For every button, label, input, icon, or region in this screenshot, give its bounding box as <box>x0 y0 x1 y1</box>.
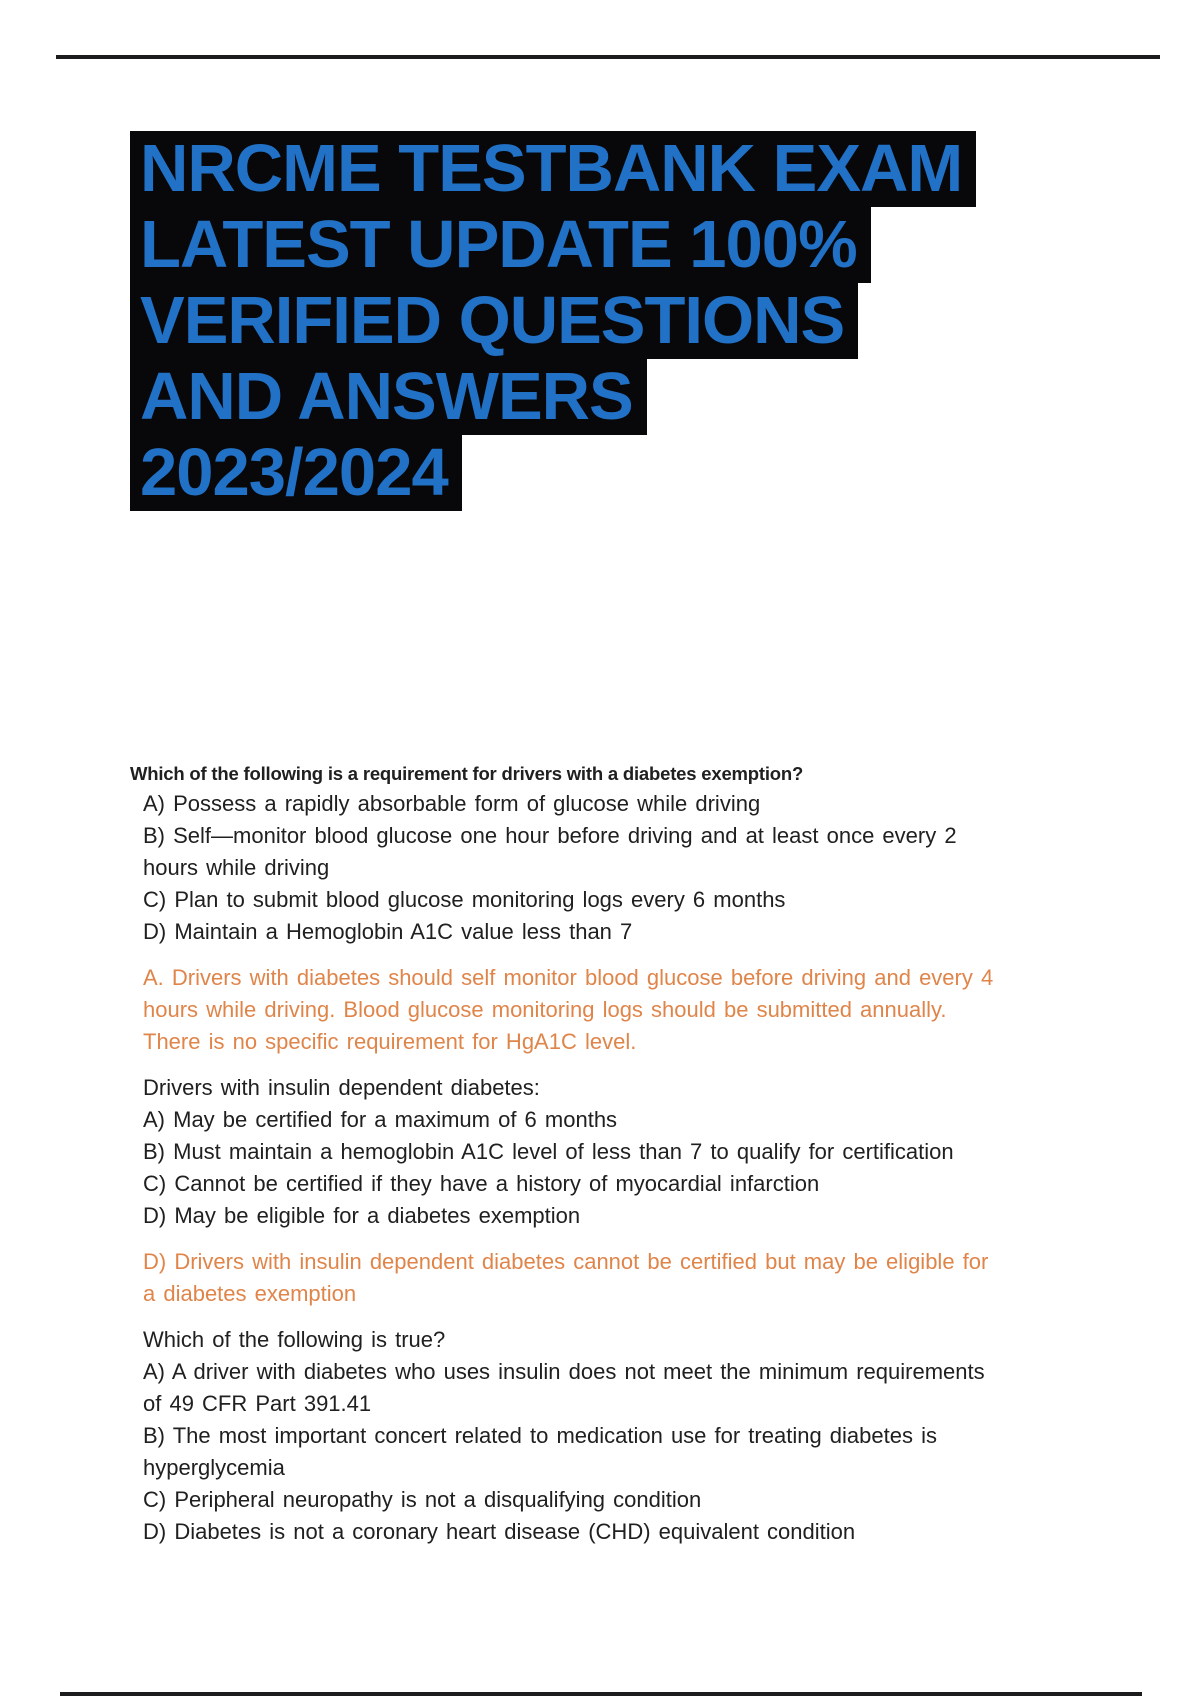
document-title <box>130 131 976 511</box>
answer-block-1 <box>143 962 993 1058</box>
q1-answer-line-3: There is no specific requirement for HgA1C level. <box>143 1029 637 1054</box>
question-block-2 <box>143 1072 993 1232</box>
title-line-2: LATEST UPDATE 100% <box>130 207 871 283</box>
q2-option-c: C) Cannot be certified if they have a history of myocardial infarction <box>143 1171 820 1196</box>
q3-option-b-line-2: hyperglycemia <box>143 1455 285 1480</box>
bottom-rule <box>60 1692 1142 1696</box>
q2-option-a: A) May be certified for a maximum of 6 months <box>143 1107 618 1132</box>
q2-option-d: D) May be eligible for a diabetes exemption <box>143 1203 581 1228</box>
q1-option-a: A) Possess a rapidly absorbable form of glucose while driving <box>143 791 761 816</box>
q2-answer-line-1: D) Drivers with insulin dependent diabetes cannot be certified but may be eligible for <box>143 1249 989 1274</box>
answer-block-2 <box>143 1246 993 1310</box>
question-block-1 <box>130 760 993 948</box>
question-1-text: Which of the following is a requirement for drivers with a diabetes exemption? <box>130 763 804 784</box>
question-2-text: Drivers with insulin dependent diabetes: <box>143 1075 540 1100</box>
question-3-text: Which of the following is true? <box>143 1327 446 1352</box>
q1-option-c: C) Plan to submit blood glucose monitoring logs every 6 months <box>143 887 786 912</box>
q1-option-d: D) Maintain a Hemoglobin A1C value less than 7 <box>143 919 633 944</box>
q3-option-c: C) Peripheral neuropathy is not a disqualifying condition <box>143 1487 702 1512</box>
q1-answer-line-1: A. Drivers with diabetes should self monitor blood glucose before driving and every 4 <box>143 965 994 990</box>
q3-option-b-line-1: B) The most important concert related to medication use for treating diabetes is <box>143 1423 937 1448</box>
q2-option-b: B) Must maintain a hemoglobin A1C level of less than 7 to qualify for certification <box>143 1139 954 1164</box>
title-line-4: AND ANSWERS <box>130 359 647 435</box>
q3-option-a-line-2: of 49 CFR Part 391.41 <box>143 1391 372 1416</box>
q1-option-b-line-2: hours while driving <box>143 855 330 880</box>
document-body <box>130 760 994 1562</box>
q3-option-a-line-1: A) A driver with diabetes who uses insulin does not meet the minimum requirements <box>143 1359 985 1384</box>
title-line-1: NRCME TESTBANK EXAM <box>130 131 976 207</box>
q1-option-b-line-1: B) Self—monitor blood glucose one hour before driving and at least once every 2 <box>143 823 957 848</box>
title-line-3: VERIFIED QUESTIONS <box>130 283 858 359</box>
q3-option-d: D) Diabetes is not a coronary heart disease (CHD) equivalent condition <box>143 1519 856 1544</box>
title-line-5: 2023/2024 <box>130 435 462 511</box>
q2-answer-line-2: a diabetes exemption <box>143 1281 357 1306</box>
q1-answer-line-2: hours while driving. Blood glucose monitoring logs should be submitted annually. <box>143 997 947 1022</box>
top-rule <box>56 55 1160 59</box>
question-block-3 <box>143 1324 993 1548</box>
